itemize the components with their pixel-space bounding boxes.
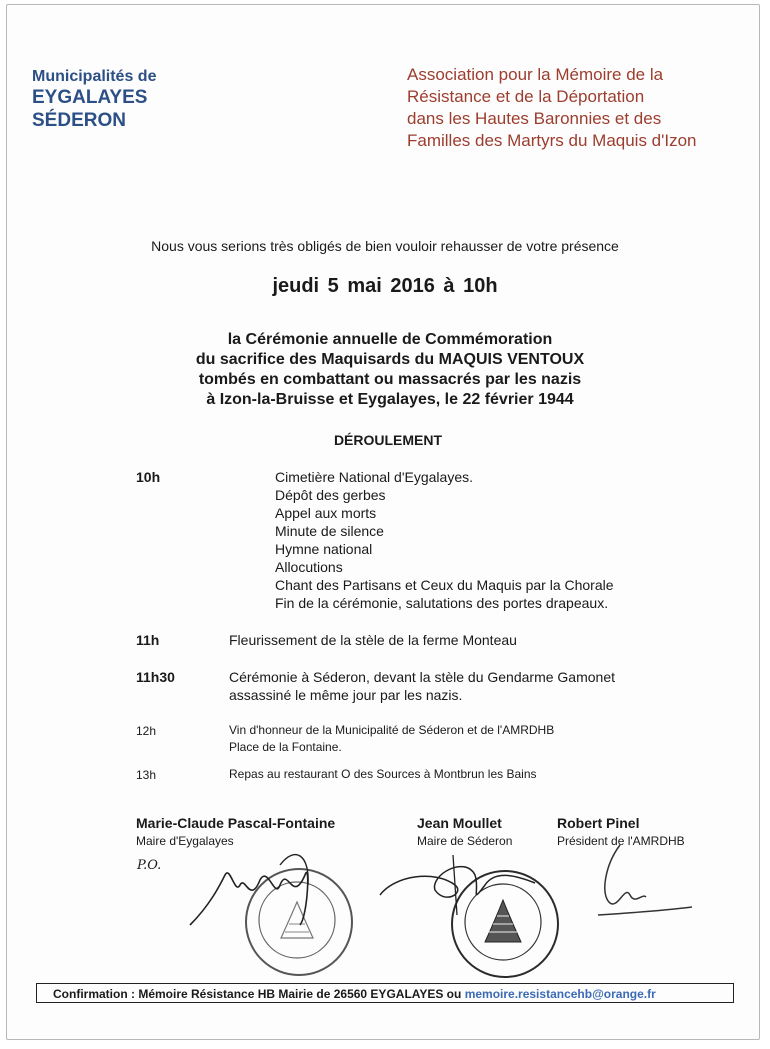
list-item: Dépôt des gerbes <box>275 487 386 503</box>
programme-11h-item: Fleurissement de la stèle de la ferme Monteau <box>229 632 517 648</box>
list-item: Place de la Fontaine. <box>229 740 342 754</box>
list-item: assassiné le même jour par les nazis. <box>229 687 463 703</box>
signatory-role: Président de l'AMRDHB <box>557 834 685 848</box>
association-line-1: Association pour la Mémoire de la <box>407 65 664 84</box>
contact-email-link[interactable]: memoire.resistancehb@orange.fr <box>464 987 656 1001</box>
municipality-header <box>32 68 156 132</box>
programme-12h-list <box>229 722 554 756</box>
association-line-2: Résistance et de la Déportation <box>407 87 645 106</box>
programme-10h-list <box>275 468 614 612</box>
list-item: Vin d'honneur de la Municipalité de Séderon et de l'AMRDHB <box>229 723 555 737</box>
ceremony-line-1: la Cérémonie annuelle de Commémoration <box>227 331 553 348</box>
ceremony-line-3: tombés en combattant ou massacrés par les nazis <box>198 371 582 388</box>
ceremony-line-2: du sacrifice des Maquisards du MAQUIS VENTOUX <box>195 351 585 368</box>
event-date: jeudi 5 mai 2016 à 10h <box>272 275 498 297</box>
invitation-intro: Nous vous serions très obligés de bien vouloir rehausser de votre présence <box>151 238 619 254</box>
time-11h30: 11h30 <box>136 669 175 685</box>
ceremony-line-4: à Izon-la-Bruisse et Eygalayes, le 22 février 1944 <box>206 391 574 408</box>
programme-13h-item: Repas au restaurant O des Sources à Montbrun les Bains <box>229 767 537 781</box>
signatory-role: Maire de Séderon <box>417 834 513 848</box>
list-item: Appel aux morts <box>275 505 377 521</box>
signatory-name: Jean Moullet <box>417 815 502 831</box>
per-order-note: P.O. <box>137 858 162 873</box>
confirmation-text: Confirmation : Mémoire Résistance HB Mairie de 26560 EYGALAYES ou <box>53 987 465 1001</box>
list-item: Chant des Partisans et Ceux du Maquis par la Chorale <box>275 577 614 593</box>
signatory-name: Robert Pinel <box>557 815 640 831</box>
signature-1-scribble <box>180 845 350 935</box>
signature-block-2 <box>417 815 512 848</box>
municipality-line-2: EYGALAYES <box>32 87 148 108</box>
municipality-line-3: SÉDERON <box>32 110 126 131</box>
association-line-4: Familles des Martyrs du Maquis d'Izon <box>407 131 697 150</box>
list-item: Fin de la cérémonie, salutations des portes drapeaux. <box>275 595 609 611</box>
association-line-3: dans les Hautes Baronnies et des <box>407 109 662 128</box>
signature-3-scribble <box>580 835 700 925</box>
list-item: Cimetière National d'Eygalayes. <box>275 469 473 485</box>
list-item: Minute de silence <box>275 523 384 539</box>
signature-2-scribble <box>375 845 545 925</box>
signature-block-1 <box>136 815 335 848</box>
ceremony-description <box>0 330 770 410</box>
signatory-name: Marie-Claude Pascal-Fontaine <box>136 815 336 831</box>
confirmation-footer <box>36 983 734 1003</box>
list-item: Allocutions <box>275 559 343 575</box>
signatory-role: Maire d'Eygalayes <box>136 834 234 848</box>
association-header <box>407 64 697 152</box>
time-11h: 11h <box>136 632 160 648</box>
programme-11h30-list <box>229 668 615 704</box>
time-12h: 12h <box>136 724 157 738</box>
list-item: Cérémonie à Séderon, devant la stèle du Gendarme Gamonet <box>229 669 616 685</box>
time-13h: 13h <box>136 768 157 782</box>
time-10h: 10h <box>136 469 161 485</box>
municipality-line-1: Municipalités de <box>32 68 157 85</box>
list-item: Hymne national <box>275 541 373 557</box>
programme-title: DÉROULEMENT <box>333 432 443 448</box>
